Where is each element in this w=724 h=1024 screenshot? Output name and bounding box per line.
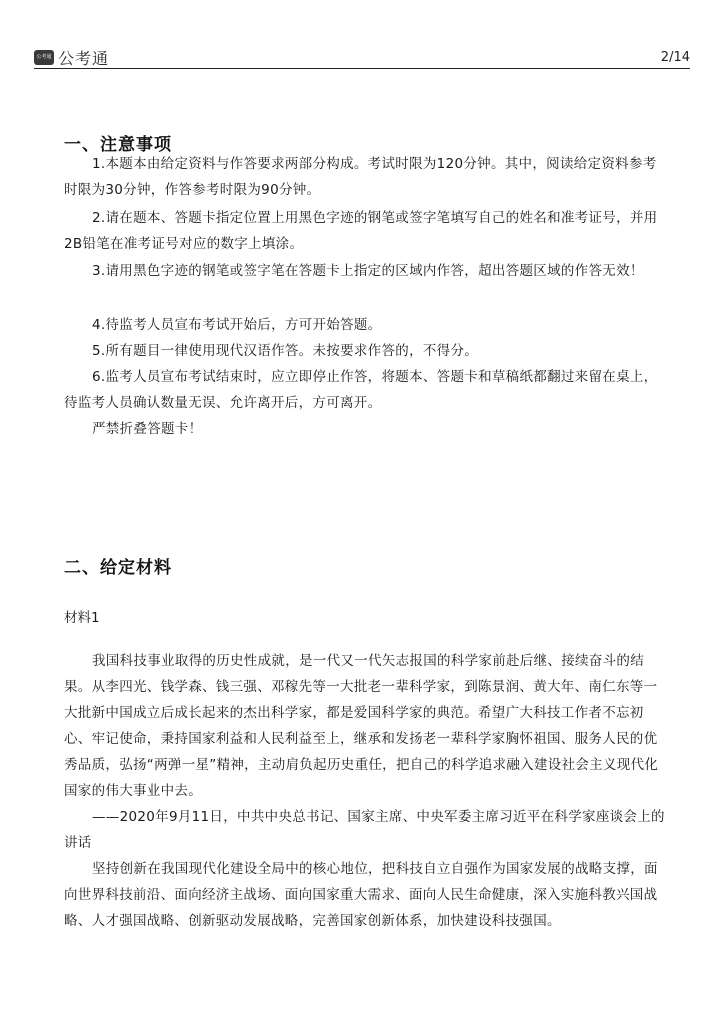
logo-badge-icon: 公考通	[34, 50, 54, 65]
note-item-1: 1.本题本由给定资料与作答要求两部分构成。考试时限为120分钟。其中，阅读给定资料参考时限为30分钟，作答参考时限为90分钟。	[64, 156, 657, 198]
page-number: 2/14	[660, 50, 690, 65]
note-item-2: 2.请在题本、答题卡指定位置上用黑色字迹的钢笔或签字笔填写自己的姓名和准考证号，并用2B铅笔在准考证号对应的数字上填涂。	[64, 210, 658, 252]
note-item-6: 6.监考人员宣布考试结束时，应立即停止作答，将题本、答题卡和草稿纸都翻过来留在桌上，待监考人员确认数量无误、允许离开后，方可离开。	[64, 369, 658, 411]
section-title-materials: 二、给定材料	[64, 558, 172, 578]
material-paragraph-2: 坚持创新在我国现代化建设全局中的核心地位，把科技自立自强作为国家发展的战略支撑，面向世界科技前沿、面向经济主战场、面向国家重大需求、面向人民生命健康，深入实施科教兴国战略、人才强国战略、创新驱动发展战略，完善国家创新体系，加快建设科技强国。	[64, 861, 658, 929]
note-warning: 严禁折叠答题卡！	[92, 421, 203, 437]
note-item-5: 5.所有题目一律使用现代汉语作答。未按要求作答的，不得分。	[92, 343, 479, 359]
material-paragraph-1: 我国科技事业取得的历史性成就，是一代又一代矢志报国的科学家前赴后继、接续奋斗的结果。从李四光、钱学森、钱三强、邓稼先等一大批老一辈科学家，到陈景润、黄大年、南仁东等一大批新中国成立后成长起来的杰出科学家，都是爱国科学家的典范。希望广大科技工作者不忘初心、牢记使命，秉持国家利益和人民利益至上，继承和发扬老一辈科学家胸怀祖国、服务人民的优秀品质，弘扬“两弹一星”精神，主动肩负起历史重任，把自己的科学追求融入建设社会主义现代化国家的伟大事业中去。	[64, 653, 659, 799]
header-divider	[34, 68, 690, 69]
note-item-3: 3.请用黑色字迹的钢笔或签字笔在答题卡上指定的区域内作答，超出答题区域的作答无效！	[92, 263, 644, 279]
material-source: ——2020年9月11日，中共中央总书记、国家主席、中央军委主席习近平在科学家座谈会上的讲话	[64, 809, 665, 851]
section-title-notes: 一、注意事项	[64, 135, 172, 155]
brand-logo	[34, 46, 109, 69]
page-header	[34, 46, 690, 68]
material-label: 材料1	[64, 610, 100, 626]
brand-name: 公考通	[58, 49, 110, 68]
note-item-4: 4.待监考人员宣布考试开始后，方可开始答题。	[92, 317, 382, 333]
